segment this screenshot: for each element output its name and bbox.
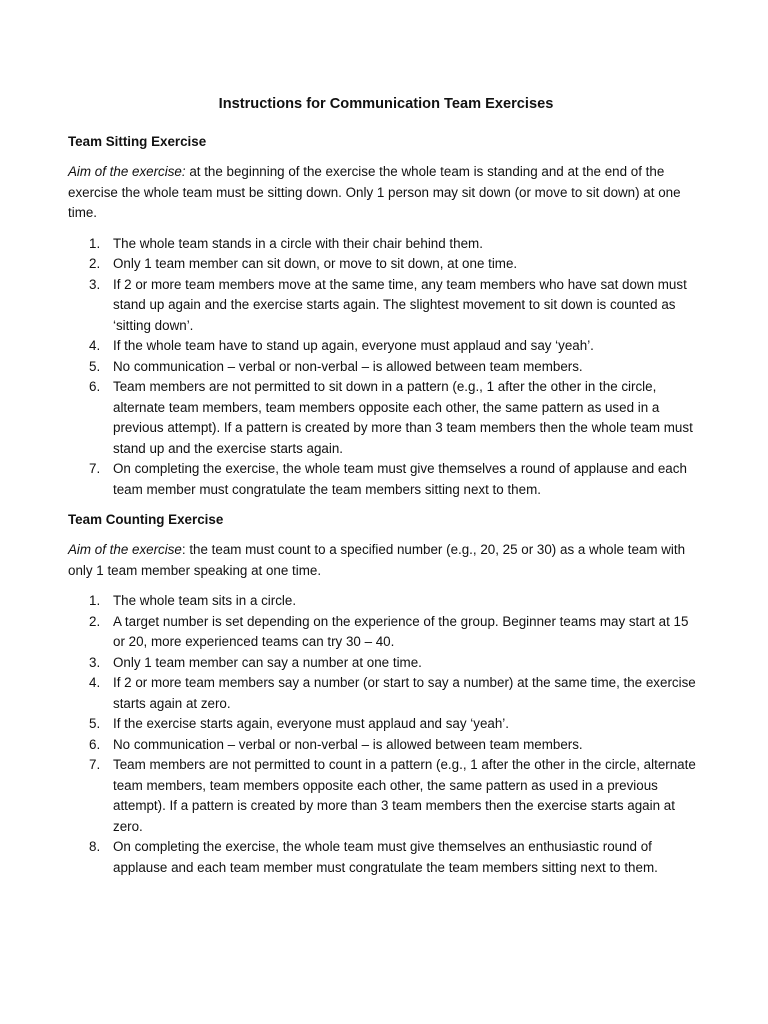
step-text: On completing the exercise, the whole team must give themselves an enthusiastic round of applause and each team member must congratulate the team members sitting next to them. xyxy=(113,839,658,875)
section-team-sitting xyxy=(68,132,698,500)
aim-paragraph xyxy=(68,162,698,224)
step-text: No communication – verbal or non-verbal – is allowed between team members. xyxy=(113,358,583,374)
list-item xyxy=(68,714,698,735)
step-number: 6. xyxy=(89,736,101,752)
list-item xyxy=(68,653,698,674)
step-number: 7. xyxy=(89,461,101,476)
list-item xyxy=(68,837,698,878)
list-item xyxy=(68,357,698,378)
aim-text: : the team must count to a specified number (e.g., 20, 25 or 30) as a whole team with only 1 team member speaking at one time. xyxy=(68,542,686,578)
list-item xyxy=(68,755,698,837)
step-number: 5. xyxy=(89,716,101,731)
step-text: On completing the exercise, the whole team must give themselves a round of applause and each team member must congratulate the team members sitting next to them. xyxy=(113,461,687,497)
list-item xyxy=(68,254,698,275)
step-number: 8. xyxy=(89,839,101,854)
step-number: 1. xyxy=(89,235,101,251)
list-item xyxy=(68,234,698,255)
section-heading: Team Counting Exercise xyxy=(68,512,224,527)
step-text: If 2 or more team members say a number (or start to say a number) at the same time, the exercise starts again at zero. xyxy=(113,675,696,711)
aim-paragraph xyxy=(68,540,698,581)
list-item xyxy=(68,459,698,500)
step-text: A target number is set depending on the experience of the group. Beginner teams may start at 15 or 20, more experienced teams can try 30 – 40. xyxy=(113,613,689,649)
aim-label: Aim of the exercise xyxy=(68,542,182,557)
steps-list xyxy=(68,591,698,878)
step-text: Team members are not permitted to sit down in a pattern (e.g., 1 after the other in the circle, alternate team members, team members opposite each other, the same pattern as used in a previous attempt). If a pattern is created by more than 3 team members then the whole team must stand up and the exercise starts again. xyxy=(113,379,693,456)
list-item xyxy=(68,377,698,459)
list-item xyxy=(68,591,698,612)
aim-label: Aim of the exercise: xyxy=(68,164,186,179)
step-number: 4. xyxy=(89,338,101,353)
step-number: 2. xyxy=(89,613,101,629)
list-item xyxy=(68,336,698,357)
step-text: If the exercise starts again, everyone must applaud and say ‘yeah’. xyxy=(113,716,509,731)
aim-text: at the beginning of the exercise the whole team is standing and at the end of the exercise the whole team must be sitting down. Only 1 person may sit down (or move to sit down) at one time. xyxy=(68,164,681,220)
steps-list xyxy=(68,234,698,501)
step-text: If 2 or more team members move at the same time, any team members who have sat down must stand up again and the exercise starts again. The slightest movement to sit down is counted as ‘sitting down’. xyxy=(113,276,687,333)
list-item xyxy=(68,673,698,714)
step-number: 1. xyxy=(89,593,101,608)
step-text: Only 1 team member can say a number at one time. xyxy=(113,654,422,670)
step-text: The whole team stands in a circle with their chair behind them. xyxy=(113,235,483,251)
section-team-counting xyxy=(68,510,698,878)
step-text: Only 1 team member can sit down, or move to sit down, at one time. xyxy=(113,256,518,271)
step-number: 4. xyxy=(89,675,101,690)
step-text: Team members are not permitted to count in a pattern (e.g., 1 after the other in the circle, alternate team members, team members opposite each other, the same pattern as used in a previous attempt). If a pattern is created by more than 3 team members then the exercise starts again at zero. xyxy=(113,757,696,834)
step-number: 7. xyxy=(89,757,101,772)
section-heading: Team Sitting Exercise xyxy=(68,134,207,149)
list-item xyxy=(68,612,698,653)
list-item xyxy=(68,735,698,756)
document-title: Instructions for Communication Team Exercises xyxy=(218,96,554,112)
list-item xyxy=(68,275,698,337)
step-text: No communication – verbal or non-verbal – is allowed between team members. xyxy=(113,736,583,752)
step-text: The whole team sits in a circle. xyxy=(113,593,297,608)
step-number: 2. xyxy=(89,256,101,271)
step-number: 6. xyxy=(89,379,101,394)
step-number: 3. xyxy=(89,276,101,292)
step-number: 3. xyxy=(89,654,101,670)
step-text: If the whole team have to stand up again, everyone must applaud and say ‘yeah’. xyxy=(113,338,594,353)
step-number: 5. xyxy=(89,358,101,374)
